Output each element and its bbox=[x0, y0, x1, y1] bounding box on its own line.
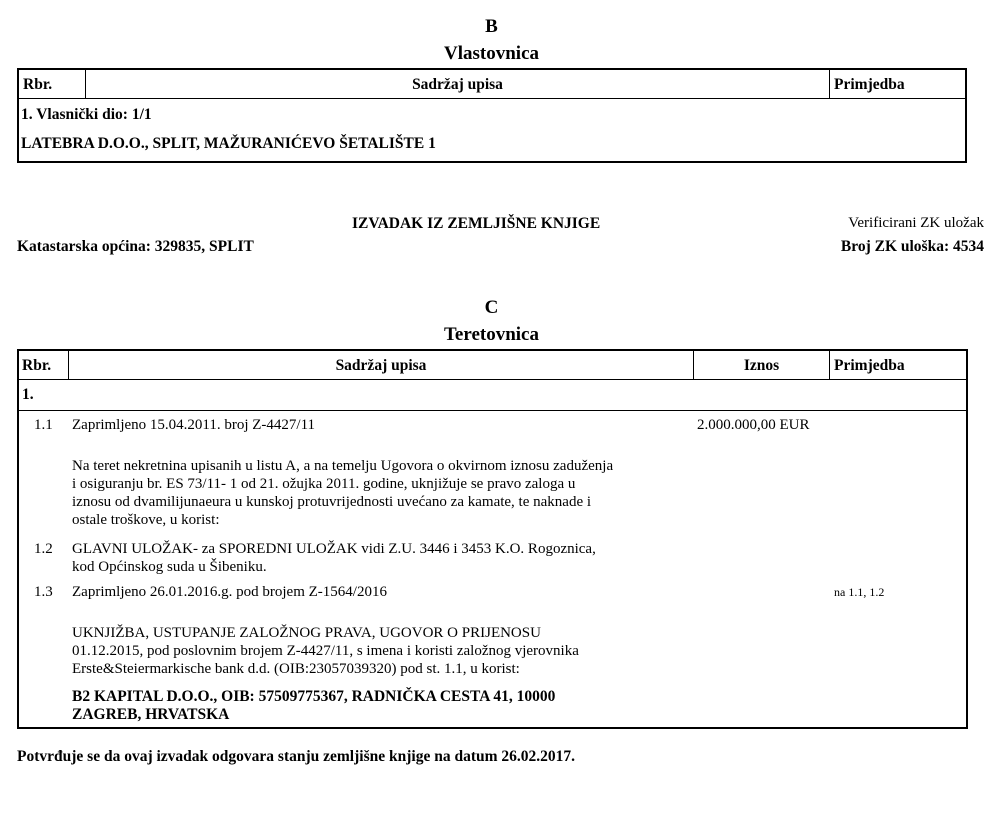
section-c-title: Teretovnica bbox=[444, 324, 539, 345]
section-b-header-divider bbox=[17, 98, 967, 99]
beneficiary-line: B2 KAPITAL D.O.O., OIB: 57509775367, RADNIČKA CESTA 41, 10000 bbox=[72, 688, 556, 705]
row-number: 1.1 bbox=[34, 417, 53, 433]
section-b-col-rbr: Rbr. bbox=[23, 76, 53, 93]
entry-remark: na 1.1, 1.2 bbox=[834, 585, 885, 599]
entry-line: UKNJIŽBA, USTUPANJE ZALOŽNOG PRAVA, UGOVOR O PRIJENOSU bbox=[72, 625, 541, 641]
section-c-col-iznos: Iznos bbox=[743, 357, 780, 374]
section-c-col-primjedba: Primjedba bbox=[834, 357, 905, 374]
verified-label: Verificirani ZK uložak bbox=[848, 215, 984, 231]
zk-number: Broj ZK uloška: 4534 bbox=[840, 238, 984, 255]
document-title: IZVADAK IZ ZEMLJIŠNE KNJIGE bbox=[352, 215, 601, 232]
entry-line: 01.12.2015, pod poslovnim brojem Z-4427/11, s imena i koristi založnog vjerovnika bbox=[72, 643, 579, 659]
section-b-title: Vlastovnica bbox=[444, 43, 539, 64]
section-c-header-divider bbox=[17, 379, 968, 380]
entry-line: kod Općinskog suda u Šibeniku. bbox=[72, 559, 267, 575]
section-c-col-divider-3 bbox=[829, 349, 830, 380]
entry-line: i osiguranju br. ES 73/11- 1 od 21. ožujka 2011. godine, uknjižuje se pravo zaloga u bbox=[72, 476, 576, 492]
row-number: 1.2 bbox=[34, 541, 53, 557]
entry-line: GLAVNI ULOŽAK- za SPOREDNI ULOŽAK vidi Z.U. 3446 i 3453 K.O. Rogoznica, bbox=[72, 541, 596, 557]
entry-line: ostale troškove, u korist: bbox=[72, 512, 220, 528]
beneficiary-line: ZAGREB, HRVATSKA bbox=[72, 706, 230, 723]
row-main-number: 1. bbox=[22, 386, 34, 403]
entry-line: Zaprimljeno 15.04.2011. broj Z-4427/11 bbox=[72, 417, 316, 433]
section-c-row-divider bbox=[17, 410, 968, 411]
section-b-letter: B bbox=[485, 16, 498, 37]
section-c-letter: C bbox=[484, 297, 499, 318]
section-c-col-rbr: Rbr. bbox=[22, 357, 52, 374]
ownership-share: 1. Vlasnički dio: 1/1 bbox=[21, 106, 152, 123]
entry-line: Zaprimljeno 26.01.2016.g. pod brojem Z-1564/2016 bbox=[72, 584, 387, 600]
entry-line: Erste&Steiermarkische bank d.d. (OIB:23057039320) pod st. 1.1, u korist: bbox=[72, 661, 520, 677]
owner-name: LATEBRA D.O.O., SPLIT, MAŽURANIĆEVO ŠETALIŠTE 1 bbox=[21, 135, 436, 152]
entry-line: iznosu od dvamilijunaeura u kunskoj protuvrijednosti uvećano za kamate, te naknade i bbox=[72, 494, 592, 510]
section-b-col-primjedba: Primjedba bbox=[834, 76, 905, 93]
cadastral-municipality: Katastarska općina: 329835, SPLIT bbox=[17, 238, 254, 255]
section-c-col-sadrzaj: Sadržaj upisa bbox=[335, 357, 427, 374]
confirmation-statement: Potvrđuje se da ovaj izvadak odgovara stanju zemljišne knjige na datum 26.02.2017. bbox=[17, 748, 576, 765]
entry-amount: 2.000.000,00 EUR bbox=[697, 417, 810, 433]
row-number: 1.3 bbox=[34, 584, 53, 600]
entry-line: Na teret nekretnina upisanih u listu A, a na temelju Ugovora o okvirnom iznosu zaduženja bbox=[72, 458, 614, 474]
section-b-col-sadrzaj: Sadržaj upisa bbox=[412, 76, 503, 93]
section-b-col-divider-2 bbox=[829, 68, 830, 99]
